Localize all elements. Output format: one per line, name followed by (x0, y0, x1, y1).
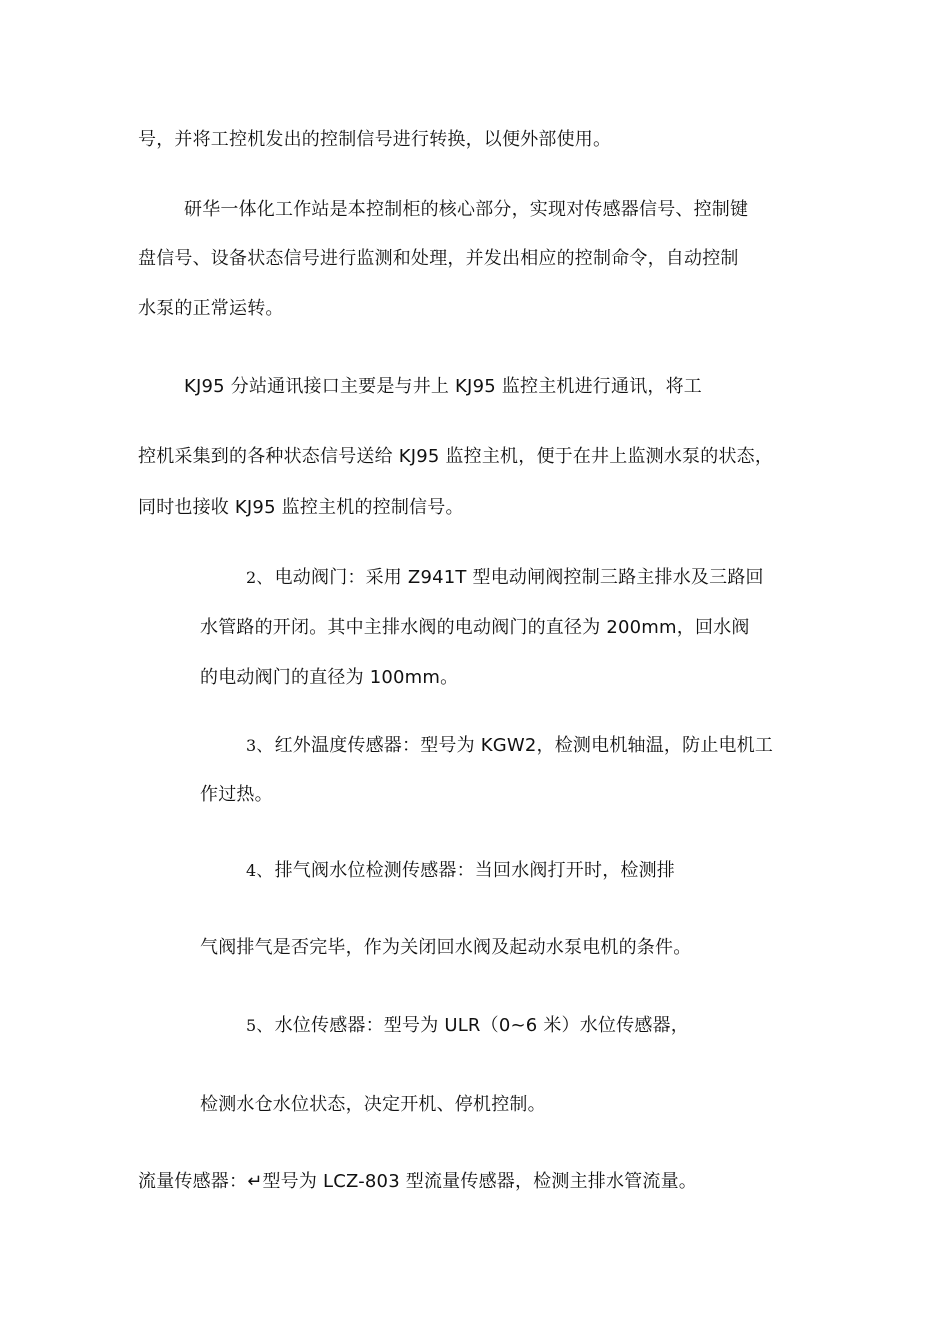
list-item-line: 水管路的开闭。其中主排水阀的电动阀门的直径为 200mm，回水阀 (200, 617, 750, 638)
paragraph-line: 盘信号、设备状态信号进行监测和处理，并发出相应的控制命令，自动控制 (138, 248, 739, 269)
list-item-3-first-line (246, 734, 773, 758)
list-number: 2、 (246, 568, 273, 587)
list-item-line: 检测水仓水位状态，决定开机、停机控制。 (200, 1094, 546, 1115)
paragraph-line: 水泵的正常运转。 (138, 298, 284, 319)
list-item-line: 气阀排气是否完毕，作为关闭回水阀及起动水泵电机的条件。 (200, 937, 692, 958)
list-item-line: 作过热。 (200, 784, 273, 805)
paragraph-line: 研华一体化工作站是本控制柜的核心部分，实现对传感器信号、控制键 (184, 199, 749, 220)
paragraph-line: KJ95 分站通讯接口主要是与井上 KJ95 监控主机进行通讯，将工 (184, 376, 702, 397)
list-item-2-first-line (246, 566, 764, 590)
list-item-line: 的电动阀门的直径为 100mm。 (200, 667, 459, 688)
list-item-text: 电动阀门：采用 Z941T 型电动闸阀控制三路主排水及三路回 (274, 567, 764, 588)
paragraph-line: 同时也接收 KJ95 监控主机的控制信号。 (138, 497, 464, 518)
paragraph-line: 号，并将工控机发出的控制信号进行转换，以便外部使用。 (138, 129, 612, 150)
list-item-text: 排气阀水位检测传感器：当回水阀打开时，检测排 (274, 860, 675, 881)
paragraph-line: 流量传感器：↵型号为 LCZ-803 型流量传感器，检测主排水管流量。 (138, 1171, 697, 1192)
list-item-text: 红外温度传感器：型号为 KGW2，检测电机轴温，防止电机工 (274, 735, 774, 756)
list-item-5-first-line (246, 1014, 689, 1038)
list-item-4-first-line (246, 859, 675, 883)
list-number: 3、 (246, 736, 273, 755)
list-item-text: 水位传感器：型号为 ULR（0~6 米）水位传感器， (274, 1015, 689, 1036)
list-number: 5、 (246, 1016, 273, 1035)
list-number: 4、 (246, 861, 273, 880)
paragraph-line: 控机采集到的各种状态信号送给 KJ95 监控主机，便于在井上监测水泵的状态， (138, 446, 774, 467)
